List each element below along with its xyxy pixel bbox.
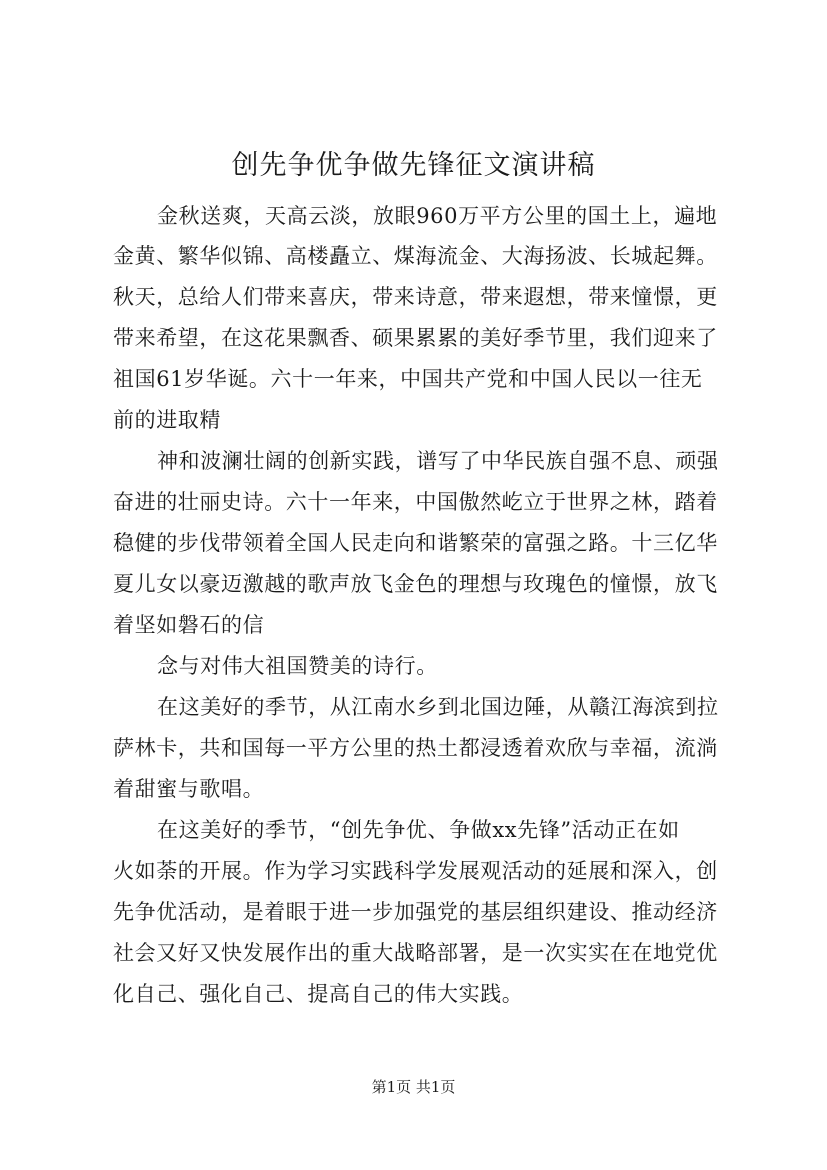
paragraph-line: 奋进的壮丽史诗。六十一年来，中国傲然屹立于世界之林，踏着 <box>113 490 718 514</box>
paragraph-line: 社会又好又快发展作出的重大战略部署，是一次实实在在地党优 <box>113 941 718 965</box>
paragraph-line: 祖国61岁华诞。六十一年来，中国共产党和中国人民以一往无 <box>113 367 703 391</box>
paragraph-line: 着甜蜜与歌唱。 <box>113 777 265 801</box>
paragraph-line: 稳健的步伐带领着全国人民走向和谐繁荣的富强之路。十三亿华 <box>113 531 718 555</box>
page-number-footer: 第1页 共1页 <box>371 1078 456 1096</box>
paragraph-line: 着坚如磐石的信 <box>113 613 265 637</box>
paragraph-line: 神和波澜壮阔的创新实践，谱写了中华民族自强不息、顽强 <box>157 449 719 473</box>
paragraph-line: 前的进取精 <box>113 408 221 432</box>
paragraph-line: 化自己、强化自己、提高自己的伟大实践。 <box>113 982 524 1006</box>
document-title: 创先争优争做先锋征文演讲稿 <box>231 150 596 181</box>
paragraph-line: 在这美好的季节，从江南水乡到北国边陲，从赣江海滨到拉 <box>157 695 719 719</box>
paragraph-line: 在这美好的季节，“创先争优、争做xx先锋”活动正在如 <box>157 818 680 842</box>
paragraph-line: 秋天，总给人们带来喜庆，带来诗意，带来遐想，带来憧憬，更 <box>113 285 718 309</box>
paragraph-line: 金秋送爽，天高云淡，放眼960万平方公里的国土上，遍地 <box>157 204 718 228</box>
paragraph-line: 金黄、繁华似锦、高楼矗立、煤海流金、大海扬波、长城起舞。 <box>113 244 718 268</box>
paragraph-line: 夏儿女以豪迈激越的歌声放飞金色的理想与玫瑰色的憧憬，放飞 <box>113 572 718 596</box>
paragraph-line: 火如荼的开展。作为学习实践科学发展观活动的延展和深入，创 <box>113 859 718 883</box>
paragraph-line: 念与对伟大祖国赞美的诗行。 <box>157 654 438 678</box>
paragraph-line: 带来希望，在这花果飘香、硕果累累的美好季节里，我们迎来了 <box>113 326 718 350</box>
paragraph-line: 先争优活动，是着眼于进一步加强党的基层组织建设、推动经济 <box>113 900 718 924</box>
paragraph-line: 萨林卡，共和国每一平方公里的热土都浸透着欢欣与幸福，流淌 <box>113 736 718 760</box>
